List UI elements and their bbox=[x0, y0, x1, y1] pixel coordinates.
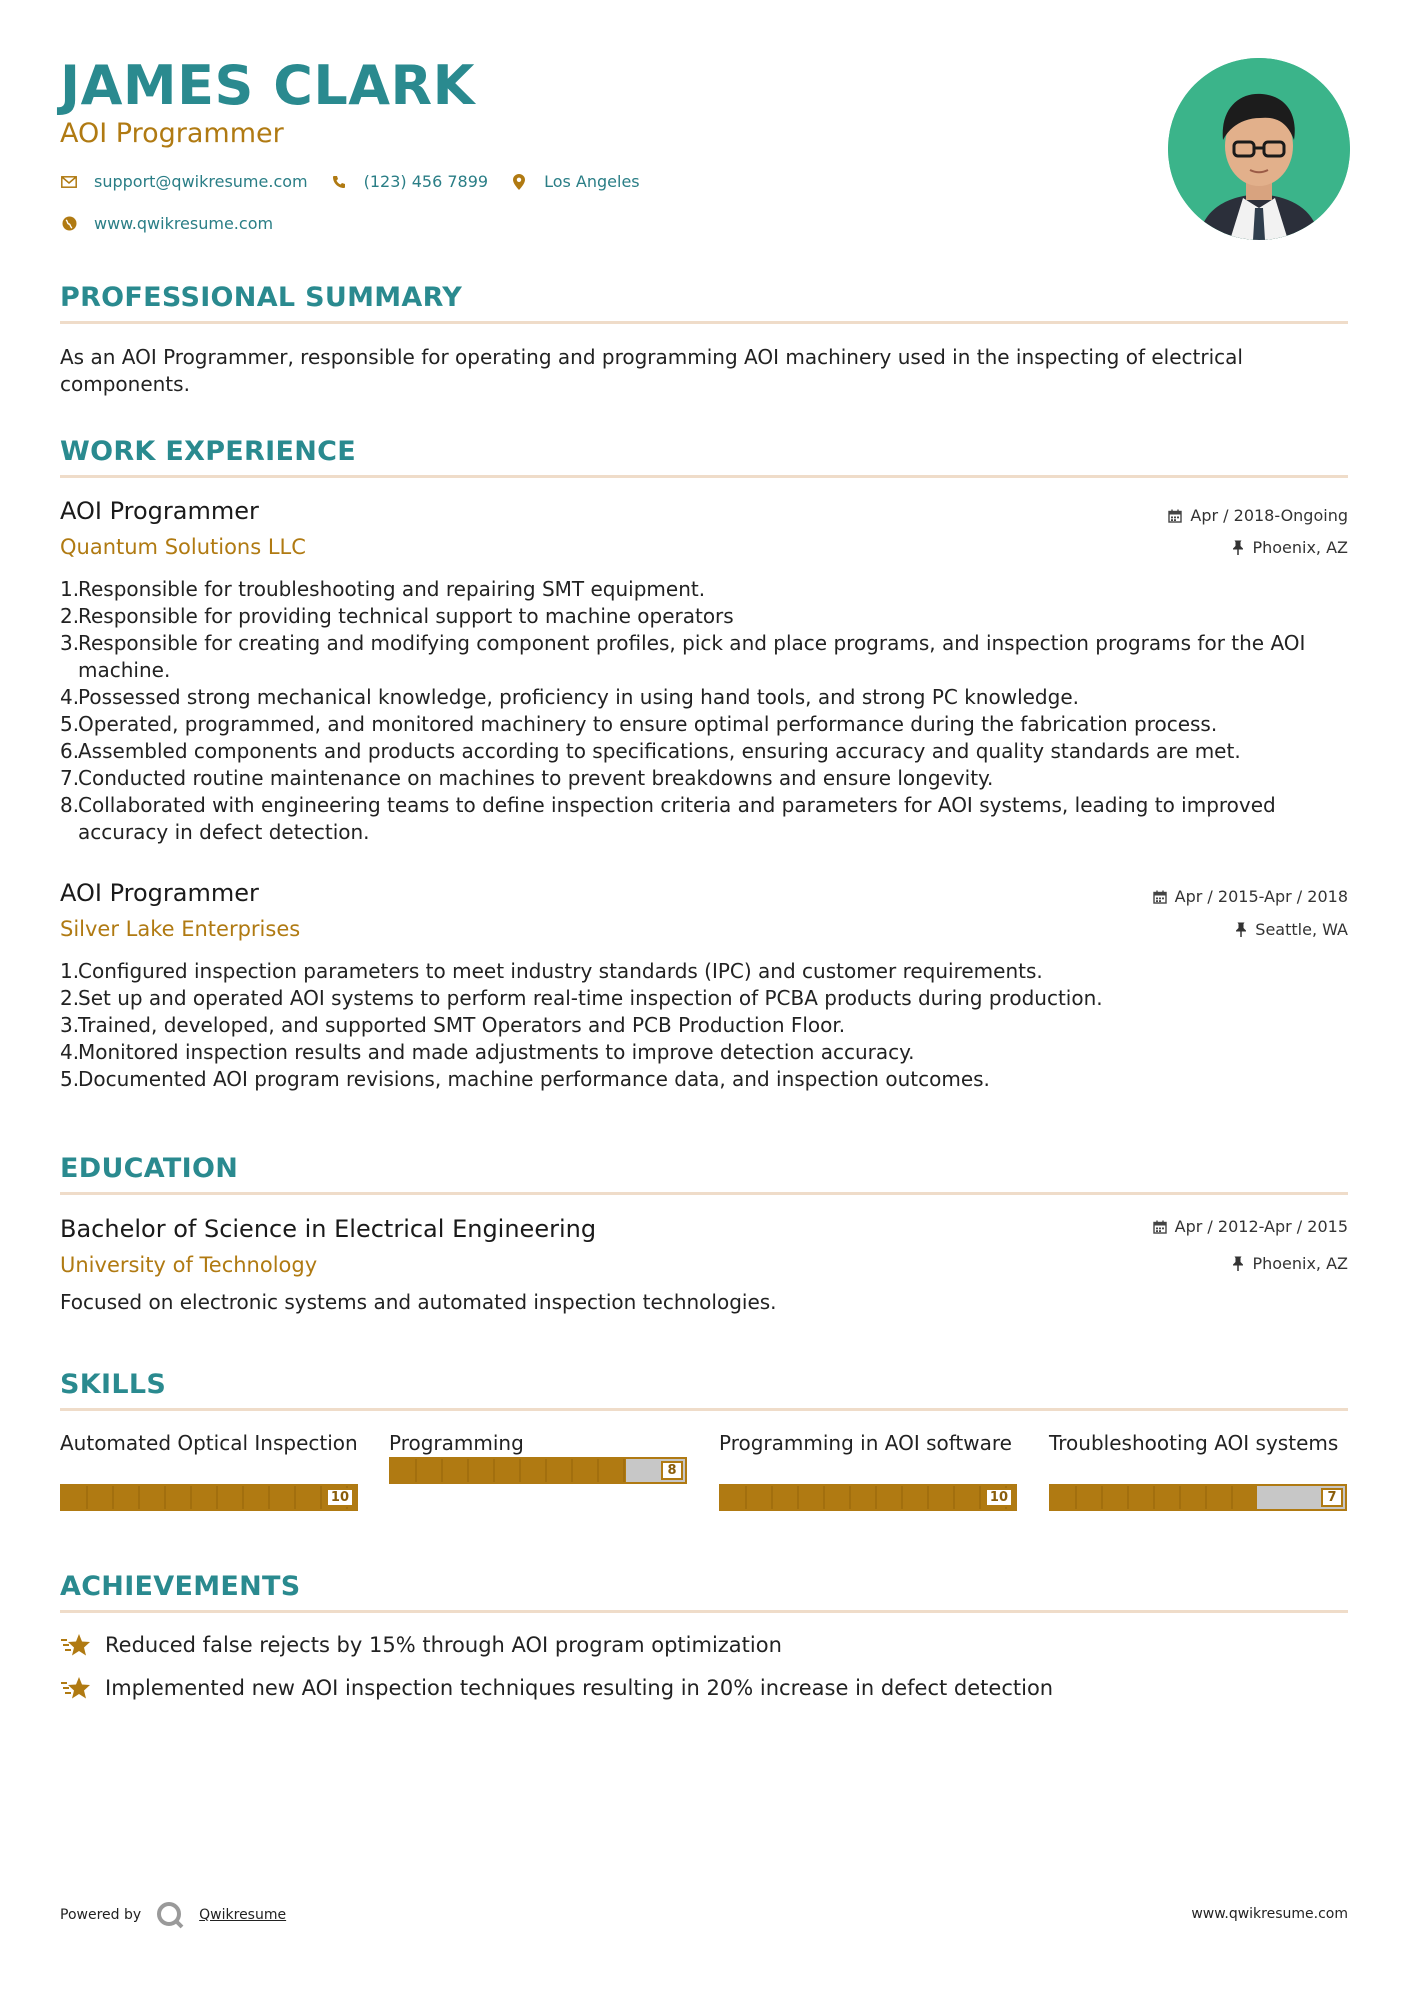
pushpin-icon bbox=[1235, 922, 1247, 937]
school-name: University of Technology bbox=[60, 1253, 318, 1277]
calendar-icon bbox=[1168, 509, 1182, 523]
skill-bar-fill bbox=[62, 1486, 356, 1509]
skill-bar bbox=[719, 1484, 1017, 1511]
candidate-name: JAMES CLARK bbox=[60, 54, 475, 117]
phone-number[interactable]: (123) 456 7899 bbox=[363, 172, 489, 191]
skill-level-value: 10 bbox=[326, 1488, 354, 1507]
list-item: 5. Operated, programmed, and monitored machinery to ensure optimal performance during the fabrication process. bbox=[60, 712, 1218, 736]
achievements-heading: ACHIEVEMENTS bbox=[60, 1571, 301, 1602]
summary-text: As an AOI Programmer, responsible for operating and programming AOI machinery used in the inspecting of electrical components. bbox=[60, 345, 1243, 396]
job-dates-text: Apr / 2018-Ongoing bbox=[1190, 506, 1348, 525]
skill-bar bbox=[60, 1484, 358, 1511]
list-item: 4. Possessed strong mechanical knowledge, proficiency in using hand tools, and strong PC knowledge. bbox=[60, 685, 1079, 709]
phone-icon bbox=[330, 173, 348, 191]
job-dates-text: Apr / 2015-Apr / 2018 bbox=[1174, 887, 1348, 906]
skill-item bbox=[719, 1430, 1017, 1511]
skill-bar bbox=[1049, 1484, 1347, 1511]
list-item: 4. Monitored inspection results and made adjustments to improve detection accuracy. bbox=[60, 1040, 915, 1064]
job-title: AOI Programmer bbox=[60, 879, 259, 907]
job-title: AOI Programmer bbox=[60, 497, 259, 525]
calendar-icon bbox=[1153, 890, 1167, 904]
education-location-text: Phoenix, AZ bbox=[1252, 1254, 1348, 1273]
skill-bar-fill bbox=[1051, 1486, 1257, 1509]
job-dates bbox=[948, 887, 1348, 906]
list-item: 2. Set up and operated AOI systems to perform real-time inspection of PCBA products during production. bbox=[60, 986, 1103, 1010]
experience-heading: WORK EXPERIENCE bbox=[60, 436, 356, 467]
star-achievement-icon bbox=[60, 1632, 94, 1658]
resume-page bbox=[60, 0, 1348, 1990]
list-item: 7. Conducted routine maintenance on machines to prevent breakdowns and ensure longevity. bbox=[60, 766, 994, 790]
website-link[interactable]: www.qwikresume.com bbox=[94, 214, 274, 233]
skill-bar-fill bbox=[391, 1459, 626, 1482]
achievement-item bbox=[60, 1675, 1053, 1701]
achievements-divider bbox=[60, 1610, 1348, 1613]
job-dates bbox=[948, 506, 1348, 525]
education-divider bbox=[60, 1192, 1348, 1195]
skill-item bbox=[1049, 1430, 1347, 1511]
footer-website[interactable]: www.qwikresume.com bbox=[1191, 1906, 1348, 1922]
list-item: 1. Responsible for troubleshooting and repairing SMT equipment. bbox=[60, 577, 706, 601]
job-location-text: Phoenix, AZ bbox=[1252, 538, 1348, 557]
skill-label: Programming in AOI software bbox=[719, 1431, 1012, 1455]
list-item: 6. Assembled components and products according to specifications, ensuring accuracy and quality standards are met. bbox=[60, 739, 1241, 763]
location-text: Los Angeles bbox=[544, 172, 640, 191]
skill-label: Automated Optical Inspection bbox=[60, 1431, 358, 1455]
job-duties-list bbox=[60, 576, 1348, 846]
summary-heading: PROFESSIONAL SUMMARY bbox=[60, 282, 463, 313]
profile-photo bbox=[1168, 58, 1350, 240]
achievement-text: Implemented new AOI inspection techniques resulting in 20% increase in defect detection bbox=[105, 1676, 1054, 1700]
skills-heading: SKILLS bbox=[60, 1369, 167, 1400]
list-item: 3. Responsible for creating and modifying component profiles, pick and place programs, and inspection programs for the AOI machine. bbox=[60, 631, 1306, 682]
qwikresume-logo-icon bbox=[155, 1900, 185, 1930]
achievement-text: Reduced false rejects by 15% through AOI program optimization bbox=[105, 1633, 782, 1657]
star-achievement-icon bbox=[60, 1675, 94, 1701]
list-item: 2. Responsible for providing technical support to machine operators bbox=[60, 604, 734, 628]
skill-label: Programming bbox=[389, 1431, 524, 1455]
calendar-icon bbox=[1153, 1220, 1167, 1234]
map-pin-icon bbox=[510, 173, 528, 191]
list-item: 8. Collaborated with engineering teams to define inspection criteria and parameters for AOI systems, leading to improved accuracy in defect detection. bbox=[60, 793, 1276, 844]
footer-powered-by bbox=[60, 1900, 286, 1930]
job-company: Silver Lake Enterprises bbox=[60, 917, 301, 941]
skill-level-value: 8 bbox=[661, 1461, 683, 1480]
skill-item bbox=[60, 1430, 358, 1511]
education-heading: EDUCATION bbox=[60, 1153, 239, 1184]
skill-item bbox=[389, 1430, 687, 1484]
qwikresume-link[interactable]: Qwikresume bbox=[199, 1907, 287, 1923]
job-company: Quantum Solutions LLC bbox=[60, 535, 306, 559]
envelope-icon bbox=[60, 173, 78, 191]
job-location bbox=[948, 538, 1348, 557]
education-description: Focused on electronic systems and automated inspection technologies. bbox=[60, 1290, 777, 1314]
job-location bbox=[948, 920, 1348, 939]
skill-bar bbox=[389, 1457, 687, 1484]
skill-level-value: 7 bbox=[1321, 1488, 1343, 1507]
degree-title: Bachelor of Science in Electrical Engineering bbox=[60, 1215, 597, 1243]
candidate-role: AOI Programmer bbox=[60, 118, 284, 149]
skills-divider bbox=[60, 1408, 1348, 1411]
pushpin-icon bbox=[1232, 1256, 1244, 1271]
job-duties-list bbox=[60, 958, 1348, 1093]
email-link[interactable]: support@qwikresume.com bbox=[94, 172, 308, 191]
skill-bar-fill bbox=[721, 1486, 1015, 1509]
contact-row-secondary bbox=[60, 214, 295, 233]
contact-row-primary bbox=[60, 172, 662, 191]
education-dates bbox=[948, 1217, 1348, 1236]
job-location-text: Seattle, WA bbox=[1255, 920, 1348, 939]
education-dates-text: Apr / 2012-Apr / 2015 bbox=[1174, 1217, 1348, 1236]
skill-level-value: 10 bbox=[985, 1488, 1013, 1507]
achievement-item bbox=[60, 1632, 782, 1658]
list-item: 1. Configured inspection parameters to meet industry standards (IPC) and customer requirements. bbox=[60, 959, 1043, 983]
globe-icon bbox=[60, 215, 78, 233]
powered-by-label: Powered by bbox=[60, 1907, 142, 1923]
pushpin-icon bbox=[1232, 540, 1244, 555]
summary-divider bbox=[60, 321, 1348, 324]
list-item: 3. Trained, developed, and supported SMT Operators and PCB Production Floor. bbox=[60, 1013, 846, 1037]
list-item: 5. Documented AOI program revisions, machine performance data, and inspection outcomes. bbox=[60, 1067, 990, 1091]
education-location bbox=[948, 1254, 1348, 1273]
skill-label: Troubleshooting AOI systems bbox=[1049, 1431, 1339, 1455]
experience-divider bbox=[60, 475, 1348, 478]
